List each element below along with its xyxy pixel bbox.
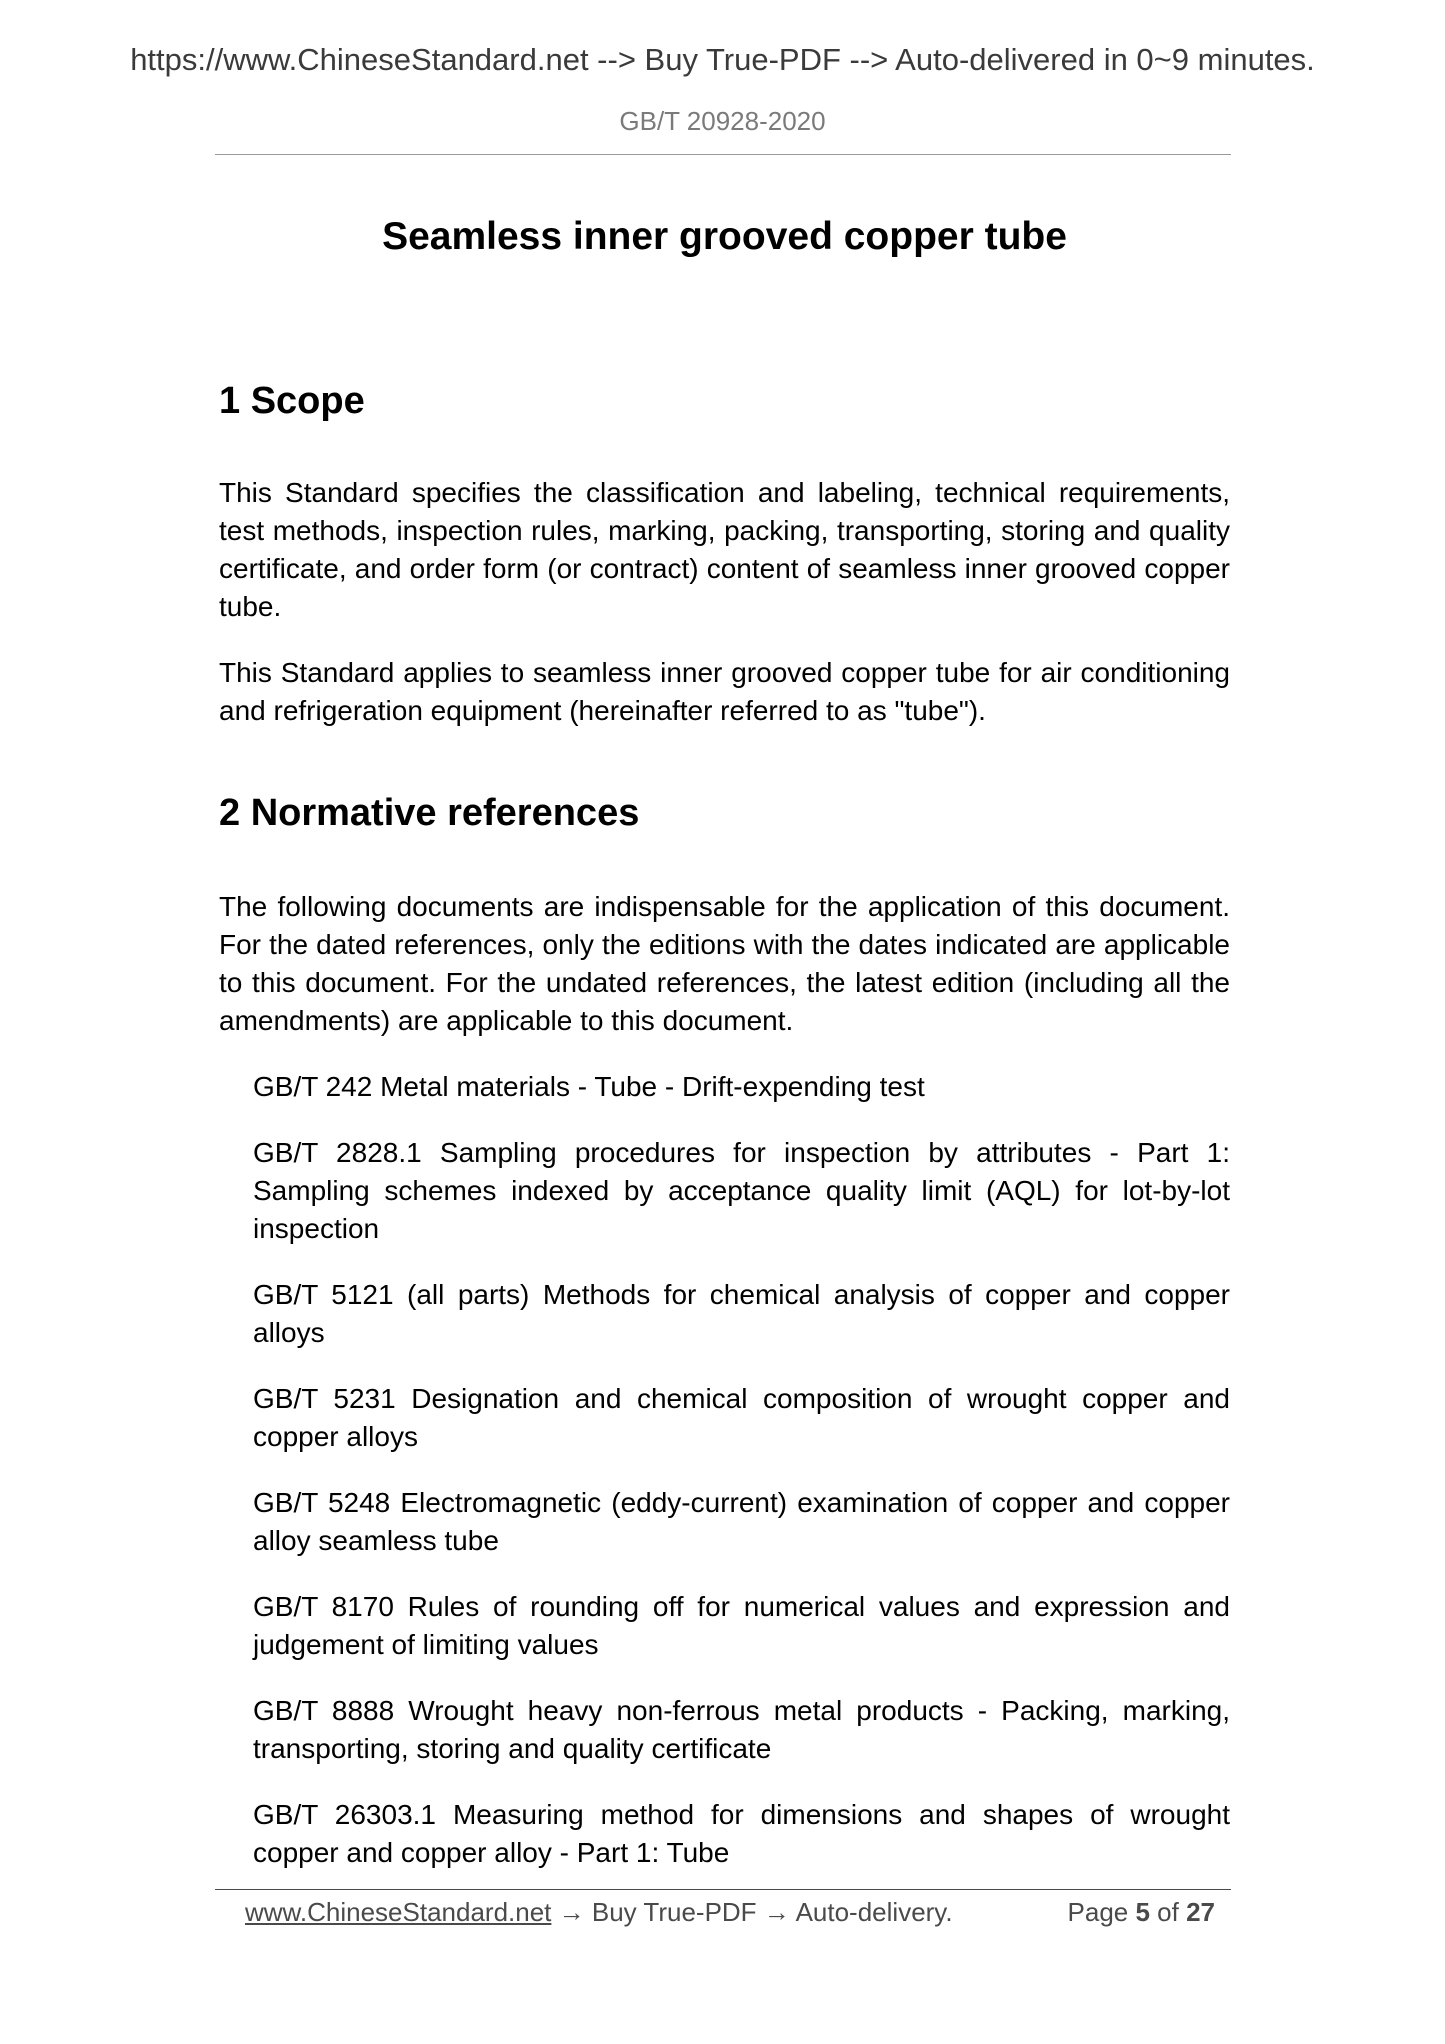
footer-divider — [215, 1889, 1231, 1890]
page-current: 5 — [1135, 1897, 1150, 1927]
document-code: GB/T 20928-2020 — [619, 106, 826, 136]
section-heading-normative-references: 2 Normative references — [219, 792, 640, 834]
reference-item: GB/T 242 Metal materials - Tube - Drift-expending test — [253, 1071, 925, 1102]
reference-item: GB/T 8170 Rules of rounding off for numerical values and expression and judgement of limiting values — [253, 1591, 1230, 1660]
scope-paragraph: This Standard applies to seamless inner grooved copper tube for air conditioning and refrigeration equipment (hereinafter referred to as "tube"). — [219, 657, 1230, 726]
reference-item: GB/T 2828.1 Sampling procedures for inspection by attributes - Part 1: Sampling schemes indexed by acceptance quality limit (AQL) for lot-by-lot inspection — [253, 1137, 1230, 1244]
page-total: 27 — [1186, 1897, 1215, 1927]
reference-item: GB/T 5248 Electromagnetic (eddy-current) examination of copper and copper alloy seamless tube — [253, 1487, 1230, 1556]
footer-tagline: → Buy True-PDF → Auto-delivery. — [551, 1897, 953, 1927]
normative-references-intro: The following documents are indispensable for the application of this document. For the dated references, only the editions with the dates indicated are applicable to this document. For the undated references, the latest edition (including all the amendments) are applicable to this document. — [219, 891, 1230, 1036]
reference-list — [219, 1068, 1230, 1872]
scope-paragraph: This Standard specifies the classification and labeling, technical requirements, test methods, inspection rules, marking, packing, transporting, storing and quality certificate, and order form (or contract) content of seamless inner grooved copper tube. — [219, 477, 1230, 622]
header-divider — [215, 154, 1231, 155]
reference-item: GB/T 8888 Wrought heavy non-ferrous metal products - Packing, marking, transporting, storing and quality certificate — [253, 1695, 1230, 1764]
footer-promo — [245, 1894, 953, 1930]
reference-item: GB/T 26303.1 Measuring method for dimensions and shapes of wrought copper and copper alloy - Part 1: Tube — [253, 1799, 1230, 1868]
reference-item: GB/T 5121 (all parts) Methods for chemical analysis of copper and copper alloys — [253, 1279, 1230, 1348]
footer-website-link[interactable]: www.ChineseStandard.net — [245, 1897, 552, 1927]
top-banner: https://www.ChineseStandard.net --> Buy True-PDF --> Auto-delivered in 0~9 minutes. — [130, 42, 1315, 77]
reference-item: GB/T 5231 Designation and chemical composition of wrought copper and copper alloys — [253, 1383, 1230, 1452]
document-title: Seamless inner grooved copper tube — [382, 215, 1067, 258]
page-label: Page — [1067, 1897, 1136, 1927]
page-indicator — [1068, 1894, 1215, 1930]
page-footer — [245, 1894, 1215, 1930]
page-separator: of — [1149, 1897, 1187, 1927]
section-heading-scope: 1 Scope — [219, 380, 365, 422]
page-content — [219, 210, 1230, 1900]
